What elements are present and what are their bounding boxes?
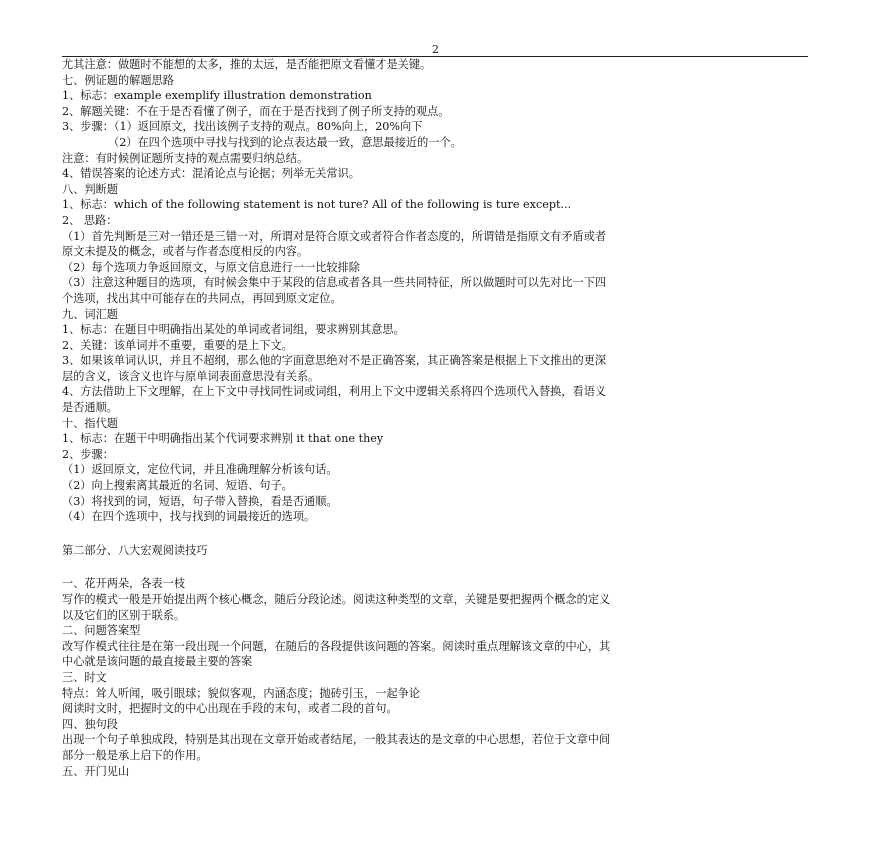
text-line: 出现一个句子单独成段，特别是其出现在文章开始或者结尾，一般其表达的是文章的中心思想，若位于文章中间 bbox=[62, 733, 611, 747]
text-line: 特点：耸人听闻，吸引眼球；貌似客观，内涵态度；抛砖引玉，一起争论 bbox=[62, 686, 421, 700]
text-line: 层的含义，该含义也许与原单词表面意思没有关系。 bbox=[62, 369, 320, 383]
text-line: 3、步骤：（1）返回原文，找出该例子支持的观点。80%向上，20%向下 bbox=[62, 120, 423, 134]
text-line: （3）注意这种题目的选项，有时候会集中于某段的信息或者各具一些共同特征，所以做题时可以先对比一下四 bbox=[62, 276, 607, 290]
text-line: 2、步骤： bbox=[62, 447, 114, 461]
text-line: 1、标志：which of the following statement is not ture? All of the following is ture except... bbox=[62, 198, 572, 212]
text-line: 中心就是该问题的最直接最主要的答案 bbox=[62, 655, 253, 669]
text-line: 4、错误答案的论述方式：混淆论点与论据；列举无关常识。 bbox=[62, 167, 360, 181]
section-heading: 三、时文 bbox=[62, 670, 107, 684]
text-line: 阅读时文时，把握时文的中心出现在手段的末句，或者二段的首句。 bbox=[62, 702, 398, 716]
text-line: 3、如果该单词认识，并且不超纲，那么他的字面意思绝对不是正确答案，其正确答案是根据上下文推出的更深 bbox=[62, 354, 607, 368]
text-line: （1）首先判断是三对一错还是三错一对，所谓对是符合原文或者符合作者态度的，所谓错是指原文有矛盾或者 bbox=[62, 229, 607, 243]
text-line: 是否通顺。 bbox=[62, 401, 118, 415]
text-line: 2、 思路： bbox=[62, 213, 118, 227]
part-heading: 第二部分、八大宏观阅读技巧 bbox=[62, 543, 208, 557]
section-heading: 四、独句段 bbox=[62, 717, 118, 731]
text-line: 尤其注意：做题时不能想的太多，推的太远，是否能把原文看懂才是关键。 bbox=[62, 58, 432, 71]
text-line: （2）在四个选项中寻找与找到的论点表达最一致，意思最接近的一个。 bbox=[108, 135, 462, 149]
blank-line bbox=[62, 558, 812, 576]
section-heading: 九、词汇题 bbox=[62, 307, 118, 321]
text-line: 1、标志：example exemplify illustration demonstration bbox=[62, 89, 372, 103]
text-line: （2）每个选项力争返回原文，与原文信息进行一一比较排除 bbox=[62, 260, 360, 274]
text-line: 部分一般是承上启下的作用。 bbox=[62, 748, 208, 762]
text-line: （3）将找到的词，短语，句子带入替换，看是否通顺。 bbox=[62, 494, 338, 508]
text-line: 写作的模式一般是开始提出两个核心概念，随后分段论述。阅读这种类型的文章，关键是要把握两个概念的定义 bbox=[62, 593, 611, 606]
text-line: 原文未提及的概念，或者与作者态度相反的内容。 bbox=[62, 245, 309, 259]
text-line: 注意：有时候例证题所支持的观点需要归纳总结。 bbox=[62, 151, 309, 165]
text-line: 4、方法借助上下文理解，在上下文中寻找同性词或词组，利用上下文中逻辑关系将四个选项代入替换，看语义 bbox=[62, 385, 607, 399]
text-line: 2、解题关键：不在于是否看懂了例子，而在于是否找到了例子所支持的观点。 bbox=[62, 104, 450, 118]
text-line: （2）向上搜索离其最近的名词、短语、句子。 bbox=[62, 479, 293, 493]
blank-line bbox=[62, 525, 812, 543]
text-line: 1、标志：在题干中明确指出某个代词要求辨别 it that one they bbox=[62, 432, 384, 446]
section-heading: 一、花开两朵，各表一枝 bbox=[62, 577, 186, 591]
text-line: 2、关键：该单词并不重要，重要的是上下文。 bbox=[62, 338, 293, 352]
document-body bbox=[62, 57, 812, 779]
text-line: 1、标志：在题目中明确指出某处的单词或者词组，要求辨别其意思。 bbox=[62, 323, 405, 337]
text-line: 个选项，找出其中可能存在的共同点，再回到原文定位。 bbox=[62, 291, 342, 305]
section-heading: 七、例证题的解题思路 bbox=[62, 73, 174, 87]
section-heading: 二、问题答案型 bbox=[62, 624, 141, 638]
text-line: （4）在四个选项中，找与找到的词最接近的选项。 bbox=[62, 510, 316, 524]
section-heading: 十、指代题 bbox=[62, 416, 118, 430]
page-number: 2 bbox=[432, 43, 439, 56]
section-heading: 五、开门见山 bbox=[62, 764, 130, 778]
section-heading: 八、判断题 bbox=[62, 182, 118, 196]
text-line: 以及它们的区别于联系。 bbox=[62, 608, 186, 622]
text-line: 改写作模式往往是在第一段出现一个问题，在随后的各段提供该问题的答案。阅读时重点理解该文章的中心，其 bbox=[62, 639, 611, 653]
text-line: （1）返回原文，定位代词，并且准确理解分析该句话。 bbox=[62, 463, 338, 477]
